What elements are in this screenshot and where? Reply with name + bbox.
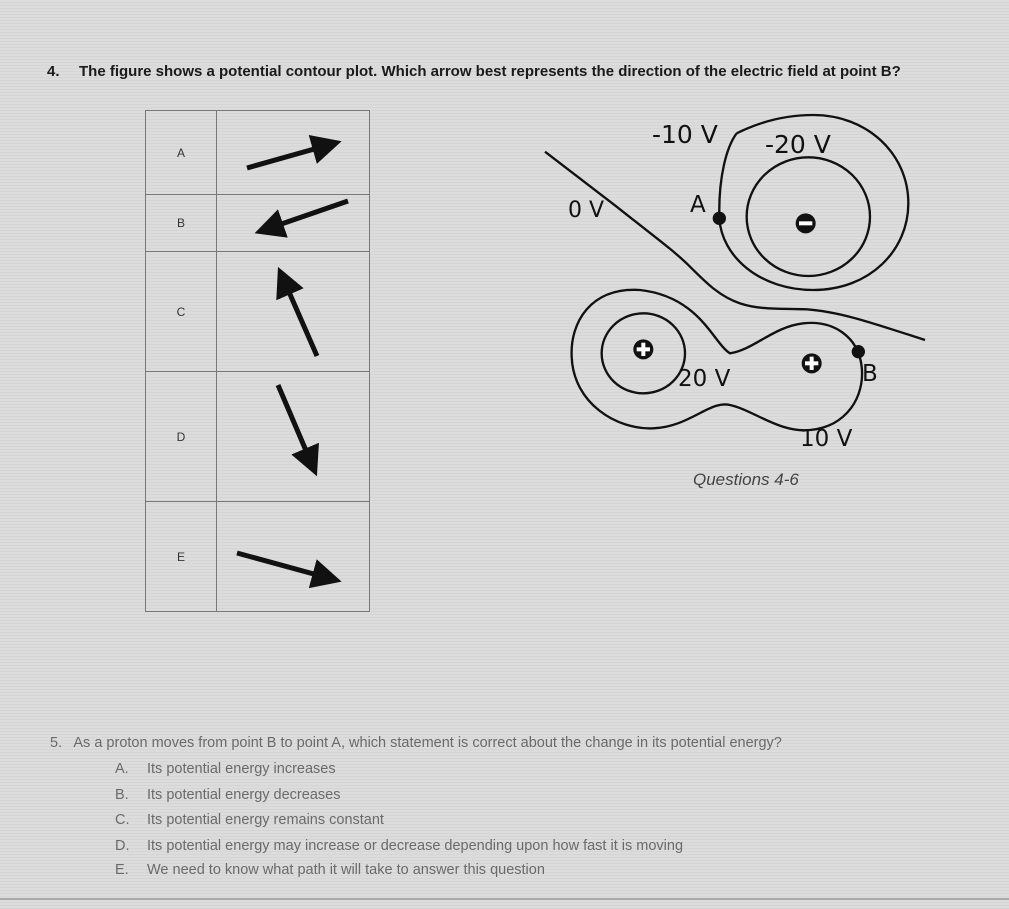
option-letter: E. — [115, 862, 129, 878]
option-label: E — [146, 502, 217, 611]
option-letter: A. — [115, 761, 129, 777]
point-a-marker — [713, 212, 726, 225]
contour-plot — [540, 110, 940, 500]
option-letter: C. — [115, 812, 130, 828]
negative-charge-icon — [796, 213, 816, 233]
option-label: C — [146, 252, 217, 371]
question-number: 4. — [47, 63, 60, 80]
label-0v: 0 V — [568, 198, 605, 223]
arrow-down-right-icon — [278, 385, 313, 467]
label-minus10v: -10 V — [652, 120, 718, 149]
figure-caption: Questions 4-6 — [693, 470, 799, 489]
contour-0v — [545, 152, 925, 340]
positive-charge-icon — [633, 339, 653, 359]
divider — [0, 898, 1009, 900]
arrow-left-down-icon — [264, 201, 348, 230]
label-20v: 20 V — [678, 366, 731, 392]
option-c — [115, 812, 384, 828]
question-text: The figure shows a potential contour plot. Which arrow best represents the direction of the electric field at point B? — [79, 63, 901, 80]
positive-charge-icon — [802, 353, 822, 373]
option-label: B — [146, 195, 217, 251]
arrow-up-left-icon — [282, 276, 317, 356]
option-text: Its potential energy increases — [147, 761, 336, 777]
question-5 — [50, 735, 782, 751]
option-b — [115, 787, 340, 803]
label-point-b: B — [862, 361, 878, 387]
arrow-right-down-icon — [237, 553, 332, 579]
option-text: Its potential energy may increase or decrease depending upon how fast it is moving — [147, 838, 684, 854]
label-minus20v: -20 V — [765, 130, 831, 159]
question-number: 5. — [50, 735, 63, 751]
option-text: Its potential energy remains constant — [147, 812, 384, 828]
arrow-up-right-icon — [247, 144, 332, 168]
option-e — [115, 862, 545, 878]
option-letter: B. — [115, 787, 129, 803]
option-text: We need to know what path it will take to answer this question — [147, 862, 545, 878]
option-label: A — [146, 111, 217, 194]
point-b-marker — [852, 345, 865, 358]
option-text: Its potential energy decreases — [147, 787, 341, 803]
option-label: D — [146, 372, 217, 501]
option-letter: D. — [115, 838, 130, 854]
label-point-a: A — [690, 192, 706, 218]
option-d — [115, 838, 683, 854]
option-a — [115, 761, 336, 777]
label-10v: 10 V — [800, 426, 853, 452]
question-text: As a proton moves from point B to point A, which statement is correct about the change in its potential energy? — [73, 735, 782, 751]
